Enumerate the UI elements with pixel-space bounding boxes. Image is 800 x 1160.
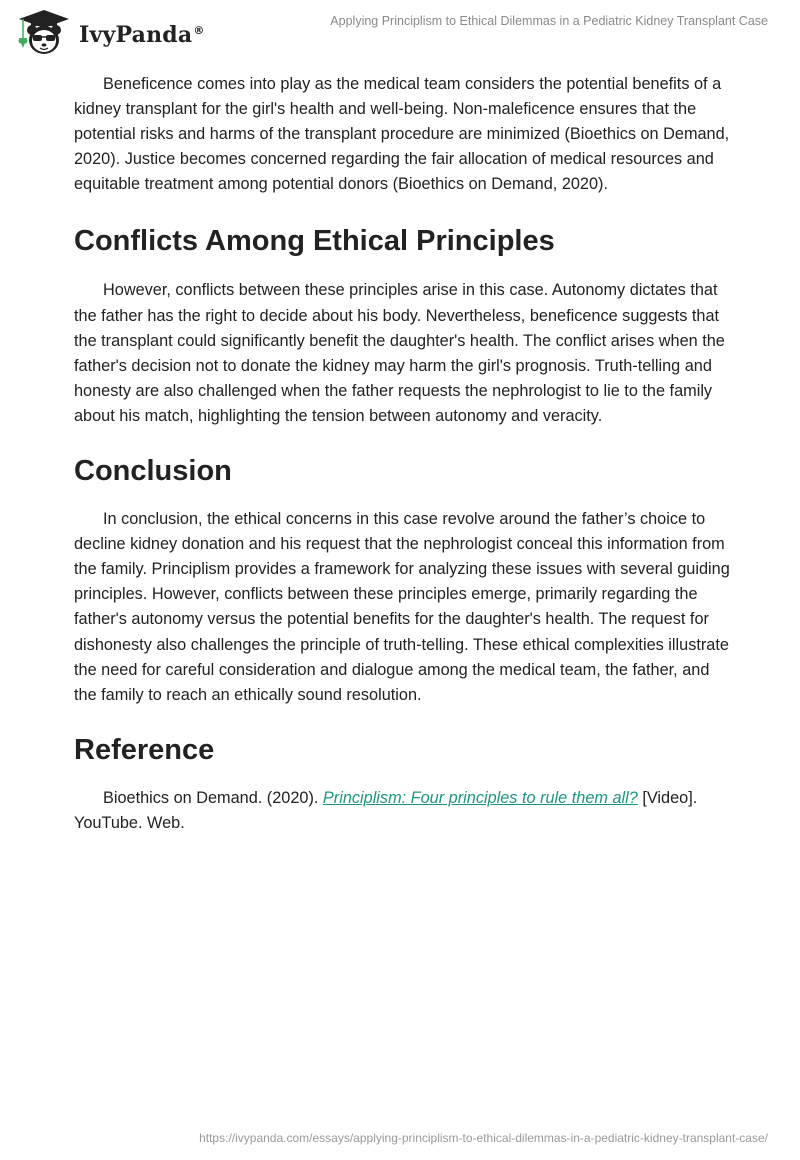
conclusion-paragraph: In conclusion, the ethical concerns in this case revolve around the father’s choice to decline kidney donation and his request that the nephrologist conceal this information from the family. Principlism provides a framework for analyzing these issues with several guiding principles. However, conflicts between these principles emerge, primarily regarding the father's autonomy versus the potential benefits for the daughter's health. The request for dishonesty also challenges the principle of truth-telling. These ethical complexities illustrate the need for careful consideration and dialogue among the medical team, the father, and the family to reach an ethically sound resolution.: [74, 510, 730, 704]
panda-graduate-icon: [17, 8, 71, 58]
document-content: [74, 72, 734, 836]
heading-conflicts: Conflicts Among Ethical Principles: [74, 225, 555, 258]
heading-reference: Reference: [74, 733, 215, 766]
reference-entry: [74, 786, 734, 836]
conflicts-paragraph: However, conflicts between these principles arise in this case. Autonomy dictates that the father has the right to decide about his body. Nevertheless, beneficence suggests that the transplant could significantly benefit the daughter's health. The conflict arises when the father's decision not to donate the kidney may harm the girl's prognosis. Truth-telling and honesty are also challenged when the father requests the nephrologist to lie to the family about his match, highlighting the tension between autonomy and veracity.: [74, 281, 725, 425]
reference-suffix: [Video]. YouTube. Web.: [74, 788, 698, 832]
document-title: Applying Principlism to Ethical Dilemmas in a Pediatric Kidney Transplant Case: [330, 14, 768, 28]
reference-video-link[interactable]: Principlism: Four principles to rule them all?: [322, 788, 638, 807]
page-header: [0, 0, 800, 60]
heading-conclusion: Conclusion: [74, 455, 232, 488]
footer-source-url: https://ivypanda.com/essays/applying-principlism-to-ethical-dilemmas-in-a-pediatric-kidney-transplant-case/: [199, 1131, 768, 1145]
ivypanda-logo[interactable]: [17, 8, 205, 58]
reference-prefix: Bioethics on Demand. (2020).: [103, 788, 323, 807]
intro-paragraph: Beneficence comes into play as the medical team considers the potential benefits of a kidney transplant for the girl's health and well-being. Non-maleficence ensures that the potential risks and harms of the transplant procedure are minimized (Bioethics on Demand, 2020). Justice becomes concerned regarding the fair allocation of medical resources and equitable treatment among potential donors (Bioethics on Demand, 2020).: [74, 75, 730, 194]
brand-name: IvyPanda®: [79, 22, 205, 48]
registered-mark: ®: [193, 23, 205, 37]
